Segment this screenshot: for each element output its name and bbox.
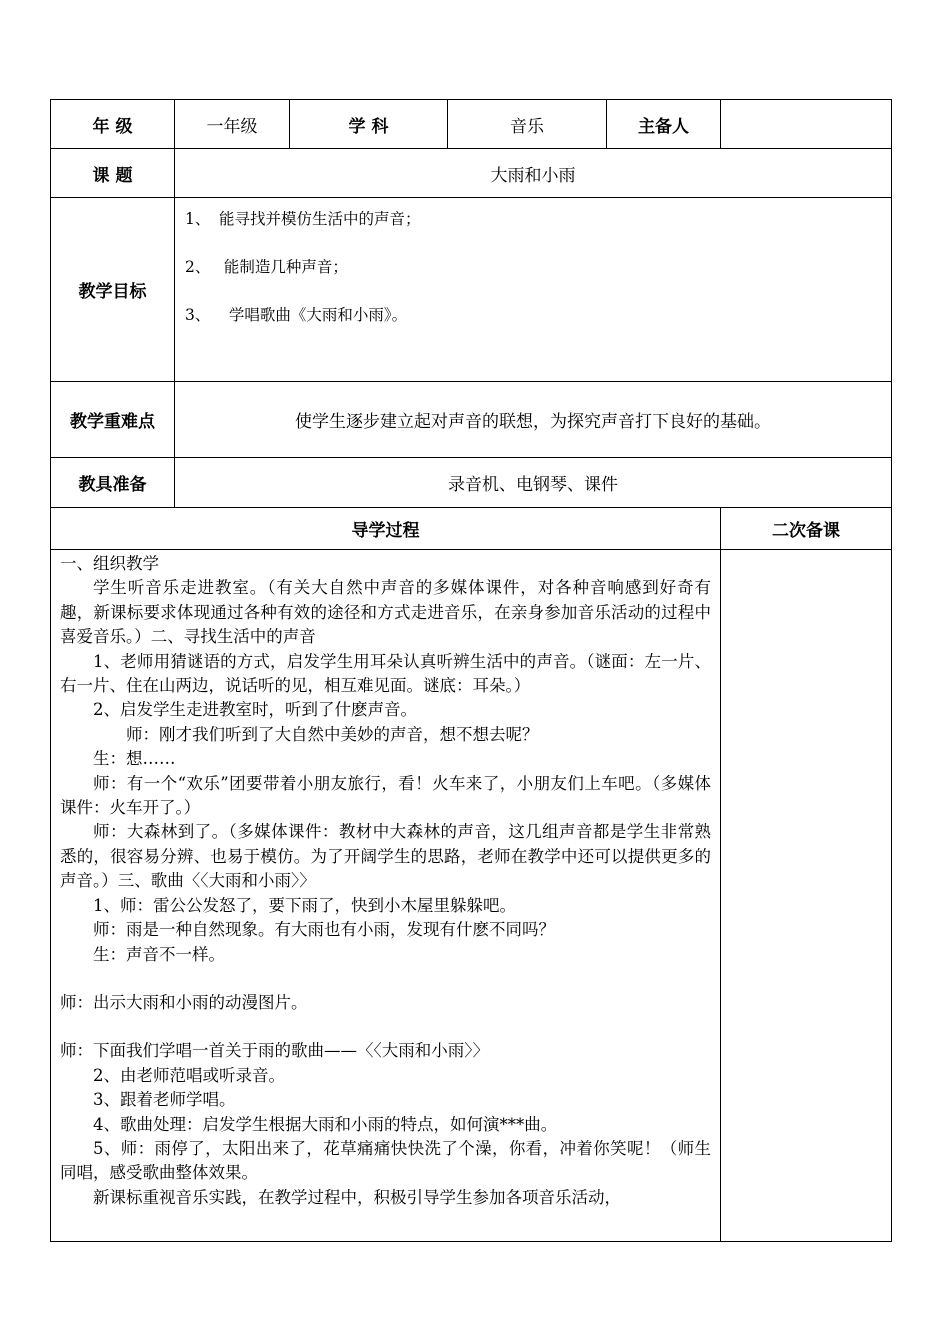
process-paragraph: 2、启发学生走进教室时，听到了什麽声音。 — [93, 700, 417, 720]
topic-value: 大雨和小雨 — [175, 149, 892, 198]
process-paragraph: 4、歌曲处理：启发学生根据大雨和小雨的特点，如何演***曲。 — [93, 1114, 558, 1134]
grade-value: 一年级 — [175, 100, 290, 149]
header-row — [51, 100, 892, 149]
goal-number: 3、 — [185, 306, 211, 324]
process-paragraph: 师：出示大雨和小雨的动漫图片。 — [60, 992, 308, 1012]
subject-label: 学 科 — [290, 100, 448, 149]
topic-row — [51, 149, 892, 198]
process-paragraph: 新课标重视音乐实践，在教学过程中，积极引导学生参加各项音乐活动， — [93, 1187, 621, 1207]
process-paragraph: 生：声音不一样。 — [93, 944, 225, 964]
goal-item — [185, 302, 881, 328]
process-content — [51, 550, 721, 1242]
process-paragraph: 学生听音乐走进教室。（有关大自然中声音的多媒体课件，对各种音响感到好奇有趣，新课标要求体现通过各种有效的途径和方式走进音乐，在亲身参加音乐活动的过程中喜爱音乐。）二、寻找生活中的声音 — [60, 578, 711, 647]
preparer-value — [721, 100, 892, 149]
process-paragraph: 师：有一个“欢乐”团要带着小朋友旅行，看！火车来了，小朋友们上车吧。（多媒体课件：火车开了。） — [60, 773, 711, 818]
second-prep-header: 二次备课 — [721, 508, 892, 550]
materials-row — [51, 458, 892, 508]
goal-item — [185, 206, 881, 232]
process-paragraph: 1、师：雷公公发怒了，要下雨了，快到小木屋里躲躲吧。 — [93, 895, 516, 915]
key-points-label: 教学重难点 — [51, 382, 175, 458]
process-paragraph: 一、组织教学 — [60, 554, 159, 573]
process-paragraph: 2、由老师范唱或听录音。 — [93, 1065, 285, 1085]
process-paragraph: 生：想…… — [93, 749, 176, 769]
materials-value: 录音机、电钢琴、课件 — [175, 458, 892, 508]
goal-item — [185, 254, 881, 280]
lesson-plan-table — [50, 99, 892, 1242]
process-header: 导学过程 — [51, 508, 721, 550]
preparer-label: 主备人 — [607, 100, 721, 149]
process-paragraph: 师：大森林到了。（多媒体课件：教材中大森林的声音，这几组声音都是学生非常熟悉的，很容易分辨、也易于模仿。为了开阔学生的思路，老师在教学中还可以提供更多的声音。）三、歌曲〈〈大雨和小雨〉〉 — [60, 822, 711, 891]
process-row — [51, 550, 892, 1242]
grade-label: 年 级 — [51, 100, 175, 149]
goal-text: 能寻找并模仿生活中的声音； — [219, 210, 421, 228]
process-paragraph: 师：雨是一种自然现象。有大雨也有小雨，发现有什麽不同吗？ — [93, 920, 555, 940]
process-paragraph: 5、师：雨停了，太阳出来了，花草痛痛快快洗了个澡，你看，冲着你笑呢！（师生同唱，感受歌曲整体效果。 — [60, 1138, 711, 1183]
goal-text: 能制造几种声音； — [219, 258, 348, 276]
topic-label: 课 题 — [51, 149, 175, 198]
goals-list — [175, 198, 892, 382]
goal-text: 学唱歌曲《大雨和小雨》。 — [219, 306, 408, 324]
subject-value: 音乐 — [448, 100, 607, 149]
second-prep-content — [721, 550, 892, 1242]
process-paragraph: 3、跟着老师学唱。 — [93, 1090, 236, 1110]
goal-number: 1、 — [185, 210, 211, 228]
goals-row — [51, 198, 892, 382]
goal-number: 2、 — [185, 258, 211, 276]
goals-label: 教学目标 — [51, 198, 175, 382]
key-points-row — [51, 382, 892, 458]
process-header-row — [51, 508, 892, 550]
materials-label: 教具准备 — [51, 458, 175, 508]
process-paragraph: 1、老师用猜谜语的方式，启发学生用耳朵认真听辨生活中的声音。（谜面：左一片、右一片、住在山两边，说话听的见，相互难见面。谜底：耳朵。） — [60, 651, 711, 696]
process-paragraph: 师：刚才我们听到了大自然中美妙的声音，想不想去呢？ — [126, 724, 539, 744]
process-paragraph: 师：下面我们学唱一首关于雨的歌曲——〈〈大雨和小雨〉〉 — [60, 1041, 489, 1061]
key-points-value: 使学生逐步建立起对声音的联想，为探究声音打下良好的基础。 — [175, 382, 892, 458]
